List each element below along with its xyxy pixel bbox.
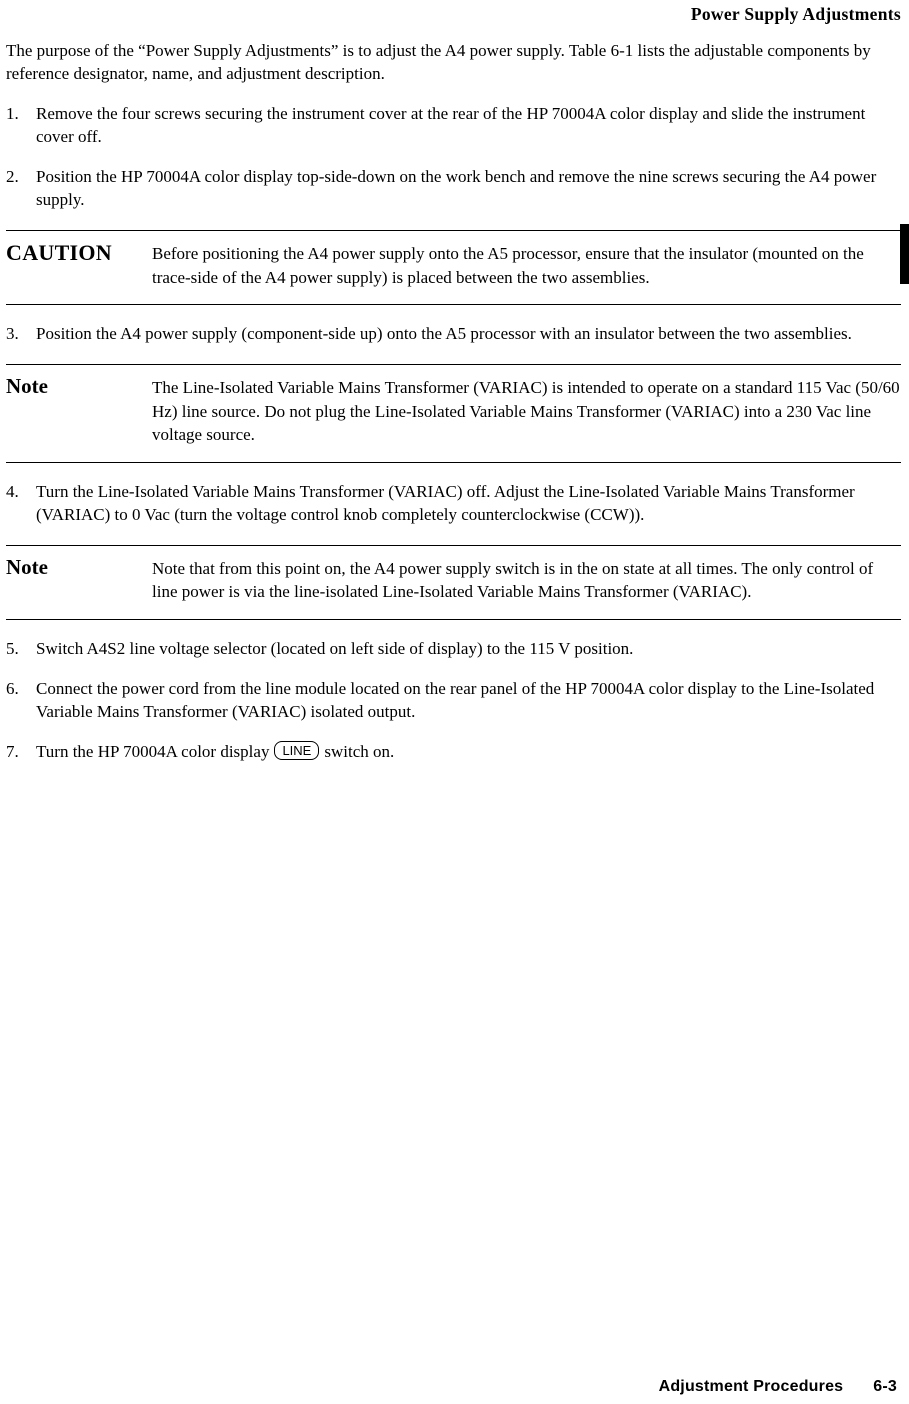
step-text: Switch A4S2 line voltage selector (located on left side of display) to the 115 V position.	[36, 638, 634, 658]
line-key: LINE	[274, 741, 319, 760]
page-header: Power Supply Adjustments	[690, 4, 901, 24]
step-item-4	[6, 480, 901, 526]
note-block-1	[6, 364, 901, 463]
note-text: Note that from this point on, the A4 power supply switch is in the on state at all times. The only control of line power is via the line-isolated Line-Isolated Variable Mains Transformer (VARIAC).	[152, 558, 874, 601]
page-footer	[659, 1378, 897, 1396]
step-text: Remove the four screws securing the instrument cover at the rear of the HP 70004A color display and slide the instrument cover off.	[36, 104, 866, 146]
step-text: Position the A4 power supply (component-side up) onto the A5 processor with an insulator between the two assemblies.	[36, 324, 852, 343]
note-text: The Line-Isolated Variable Mains Transformer (VARIAC) is intended to operate on a standard 115 Vac (50/60 Hz) line source. Do not plug the Line-Isolated Variable Mains Transformer (VARIAC) into a 230 Vac line voltage source.	[152, 378, 900, 444]
caution-label: CAUTION	[6, 240, 112, 265]
step-text: Turn the Line-Isolated Variable Mains Transformer (VARIAC) off. Adjust the Line-Isolated Variable Mains Transformer (VARIAC) to 0 Vac (turn the voltage control knob completely counterclockwise (CCW)).	[36, 481, 855, 524]
step-number: 6.	[6, 678, 19, 698]
step-item-5	[6, 637, 901, 660]
step-number: 4.	[6, 481, 19, 501]
note-block-2	[6, 545, 901, 620]
footer-page-number: 6-3	[873, 1378, 897, 1395]
step-text-pre: Turn the HP 70004A color display	[36, 741, 270, 761]
step-text	[36, 740, 901, 763]
step-item-6	[6, 677, 901, 723]
step-text-post: switch on.	[324, 741, 395, 761]
note-label: Note	[6, 374, 48, 398]
step-text: Position the HP 70004A color display top-side-down on the work bench and remove the nine screws securing the A4 power supply.	[36, 167, 877, 209]
note-label: Note	[6, 554, 48, 579]
step-number: 1.	[6, 104, 19, 123]
step-item-1	[6, 102, 901, 148]
step-number: 3.	[6, 324, 19, 343]
step-number: 7.	[6, 741, 19, 761]
step-item-2	[6, 165, 901, 211]
step-number: 5.	[6, 638, 19, 658]
change-bar	[900, 224, 909, 284]
step-item-7	[6, 740, 901, 763]
footer-section-title: Adjustment Procedures	[658, 1378, 844, 1395]
intro-paragraph: The purpose of the “Power Supply Adjustments” is to adjust the A4 power supply. Table 6-1 lists the adjustable components by reference designator, name, and adjustment description.	[6, 41, 871, 83]
caution-text: Before positioning the A4 power supply onto the A5 processor, ensure that the insulator (mounted on the trace-side of the A4 power supply) is placed between the two assemblies.	[152, 244, 864, 287]
step-text: Connect the power cord from the line module located on the rear panel of the HP 70004A color display to the Line-Isolated Variable Mains Transformer (VARIAC) isolated output.	[36, 678, 875, 721]
caution-block	[6, 230, 901, 305]
step-item-3	[6, 322, 901, 345]
step-number: 2.	[6, 167, 19, 186]
